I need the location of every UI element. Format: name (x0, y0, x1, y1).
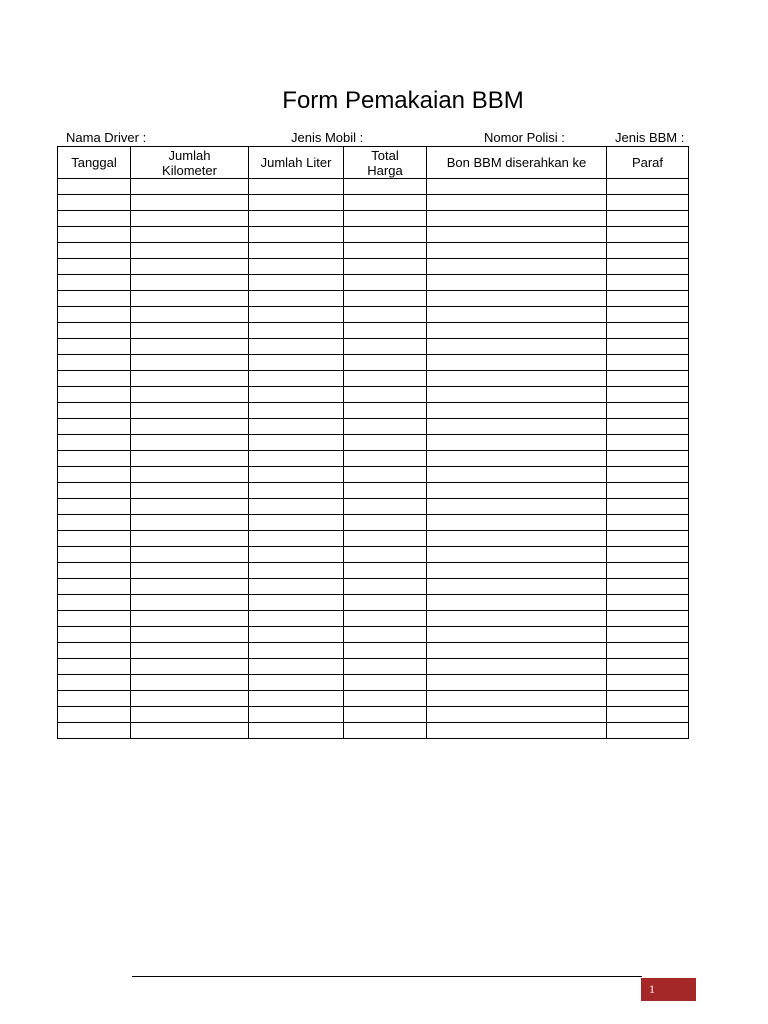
cell-jumlah-liter (249, 291, 344, 307)
cell-bon-bbm (427, 259, 607, 275)
cell-jumlah-kilometer (131, 595, 249, 611)
cell-paraf (607, 339, 689, 355)
cell-paraf (607, 723, 689, 739)
cell-total-harga (344, 579, 427, 595)
cell-jumlah-kilometer (131, 291, 249, 307)
table-row (58, 435, 689, 451)
page-number-badge (641, 978, 696, 1001)
table-row (58, 403, 689, 419)
cell-jumlah-liter (249, 371, 344, 387)
cell-jumlah-liter (249, 211, 344, 227)
cell-bon-bbm (427, 211, 607, 227)
cell-jumlah-kilometer (131, 723, 249, 739)
cell-jumlah-liter (249, 259, 344, 275)
cell-paraf (607, 259, 689, 275)
cell-bon-bbm (427, 307, 607, 323)
cell-total-harga (344, 243, 427, 259)
header-total-harga: Total Harga (344, 147, 427, 179)
table-row (58, 275, 689, 291)
cell-total-harga (344, 627, 427, 643)
cell-tanggal (58, 259, 131, 275)
cell-bon-bbm (427, 195, 607, 211)
cell-jumlah-liter (249, 547, 344, 563)
table-row (58, 179, 689, 195)
cell-tanggal (58, 483, 131, 499)
cell-total-harga (344, 467, 427, 483)
cell-jumlah-liter (249, 339, 344, 355)
cell-total-harga (344, 723, 427, 739)
cell-bon-bbm (427, 595, 607, 611)
cell-paraf (607, 483, 689, 499)
table-row (58, 707, 689, 723)
cell-total-harga (344, 419, 427, 435)
cell-tanggal (58, 307, 131, 323)
cell-total-harga (344, 563, 427, 579)
table-row (58, 595, 689, 611)
cell-jumlah-kilometer (131, 403, 249, 419)
cell-bon-bbm (427, 291, 607, 307)
cell-jumlah-liter (249, 531, 344, 547)
cell-total-harga (344, 691, 427, 707)
cell-bon-bbm (427, 611, 607, 627)
cell-bon-bbm (427, 707, 607, 723)
cell-tanggal (58, 515, 131, 531)
cell-bon-bbm (427, 691, 607, 707)
fuel-type-label: Jenis BBM : (615, 130, 685, 145)
cell-jumlah-liter (249, 243, 344, 259)
cell-total-harga (344, 275, 427, 291)
cell-jumlah-kilometer (131, 691, 249, 707)
cell-tanggal (58, 611, 131, 627)
cell-tanggal (58, 707, 131, 723)
cell-paraf (607, 323, 689, 339)
cell-jumlah-liter (249, 275, 344, 291)
cell-tanggal (58, 339, 131, 355)
table-row (58, 627, 689, 643)
cell-tanggal (58, 387, 131, 403)
cell-total-harga (344, 211, 427, 227)
cell-jumlah-liter (249, 611, 344, 627)
cell-total-harga (344, 307, 427, 323)
cell-tanggal (58, 627, 131, 643)
page-title: Form Pemakaian BBM (282, 87, 524, 114)
cell-tanggal (58, 435, 131, 451)
cell-tanggal (58, 675, 131, 691)
cell-jumlah-kilometer (131, 563, 249, 579)
cell-jumlah-kilometer (131, 643, 249, 659)
cell-paraf (607, 435, 689, 451)
table-row (58, 451, 689, 467)
table-row (58, 211, 689, 227)
table-row (58, 499, 689, 515)
cell-tanggal (58, 563, 131, 579)
cell-jumlah-kilometer (131, 211, 249, 227)
cell-total-harga (344, 371, 427, 387)
cell-jumlah-kilometer (131, 579, 249, 595)
cell-total-harga (344, 227, 427, 243)
cell-bon-bbm (427, 531, 607, 547)
cell-paraf (607, 355, 689, 371)
cell-jumlah-kilometer (131, 547, 249, 563)
cell-jumlah-kilometer (131, 499, 249, 515)
cell-jumlah-liter (249, 515, 344, 531)
cell-paraf (607, 195, 689, 211)
cell-total-harga (344, 195, 427, 211)
cell-tanggal (58, 451, 131, 467)
table-row (58, 419, 689, 435)
cell-jumlah-kilometer (131, 387, 249, 403)
cell-paraf (607, 387, 689, 403)
cell-total-harga (344, 515, 427, 531)
table-row (58, 723, 689, 739)
cell-jumlah-kilometer (131, 179, 249, 195)
table-row (58, 563, 689, 579)
cell-jumlah-liter (249, 499, 344, 515)
cell-paraf (607, 563, 689, 579)
cell-bon-bbm (427, 563, 607, 579)
cell-bon-bbm (427, 675, 607, 691)
cell-total-harga (344, 595, 427, 611)
cell-jumlah-kilometer (131, 227, 249, 243)
cell-paraf (607, 211, 689, 227)
cell-bon-bbm (427, 387, 607, 403)
cell-jumlah-kilometer (131, 515, 249, 531)
cell-paraf (607, 531, 689, 547)
cell-paraf (607, 499, 689, 515)
cell-jumlah-liter (249, 675, 344, 691)
cell-paraf (607, 403, 689, 419)
header-bon-bbm: Bon BBM diserahkan ke (427, 147, 607, 179)
table-row (58, 339, 689, 355)
cell-bon-bbm (427, 355, 607, 371)
cell-bon-bbm (427, 627, 607, 643)
cell-bon-bbm (427, 435, 607, 451)
cell-jumlah-kilometer (131, 195, 249, 211)
cell-jumlah-kilometer (131, 659, 249, 675)
cell-jumlah-liter (249, 387, 344, 403)
cell-jumlah-liter (249, 627, 344, 643)
cell-tanggal (58, 467, 131, 483)
table-row (58, 259, 689, 275)
table-row (58, 483, 689, 499)
cell-bon-bbm (427, 371, 607, 387)
cell-jumlah-kilometer (131, 531, 249, 547)
table-row (58, 531, 689, 547)
cell-bon-bbm (427, 643, 607, 659)
footer-divider (132, 976, 642, 977)
cell-total-harga (344, 611, 427, 627)
cell-jumlah-liter (249, 467, 344, 483)
cell-bon-bbm (427, 339, 607, 355)
table-row (58, 323, 689, 339)
header-tanggal: Tanggal (58, 147, 131, 179)
cell-jumlah-liter (249, 691, 344, 707)
cell-paraf (607, 627, 689, 643)
cell-tanggal (58, 291, 131, 307)
cell-jumlah-liter (249, 483, 344, 499)
cell-tanggal (58, 659, 131, 675)
table-row (58, 291, 689, 307)
table-row (58, 355, 689, 371)
cell-total-harga (344, 531, 427, 547)
cell-total-harga (344, 499, 427, 515)
cell-jumlah-liter (249, 195, 344, 211)
cell-total-harga (344, 707, 427, 723)
cell-total-harga (344, 339, 427, 355)
cell-tanggal (58, 371, 131, 387)
cell-total-harga (344, 179, 427, 195)
cell-bon-bbm (427, 275, 607, 291)
header-paraf: Paraf (607, 147, 689, 179)
cell-bon-bbm (427, 419, 607, 435)
cell-jumlah-liter (249, 435, 344, 451)
cell-paraf (607, 371, 689, 387)
table-row (58, 243, 689, 259)
cell-paraf (607, 611, 689, 627)
cell-bon-bbm (427, 403, 607, 419)
cell-paraf (607, 275, 689, 291)
cell-jumlah-kilometer (131, 451, 249, 467)
cell-jumlah-kilometer (131, 259, 249, 275)
header-jumlah-liter: Jumlah Liter (249, 147, 344, 179)
cell-paraf (607, 291, 689, 307)
cell-jumlah-kilometer (131, 243, 249, 259)
cell-tanggal (58, 403, 131, 419)
cell-tanggal (58, 355, 131, 371)
cell-bon-bbm (427, 723, 607, 739)
cell-tanggal (58, 499, 131, 515)
page-number: 1 (649, 982, 655, 996)
cell-total-harga (344, 387, 427, 403)
cell-paraf (607, 547, 689, 563)
cell-jumlah-liter (249, 643, 344, 659)
cell-tanggal (58, 243, 131, 259)
table-row (58, 659, 689, 675)
cell-paraf (607, 419, 689, 435)
cell-total-harga (344, 675, 427, 691)
cell-jumlah-liter (249, 179, 344, 195)
cell-jumlah-liter (249, 707, 344, 723)
cell-tanggal (58, 323, 131, 339)
cell-total-harga (344, 483, 427, 499)
table-row (58, 675, 689, 691)
table-row (58, 195, 689, 211)
table-row (58, 515, 689, 531)
cell-jumlah-kilometer (131, 707, 249, 723)
cell-tanggal (58, 179, 131, 195)
cell-tanggal (58, 211, 131, 227)
table-row (58, 611, 689, 627)
cell-jumlah-kilometer (131, 419, 249, 435)
cell-tanggal (58, 595, 131, 611)
cell-jumlah-liter (249, 403, 344, 419)
cell-bon-bbm (427, 499, 607, 515)
cell-jumlah-liter (249, 659, 344, 675)
cell-bon-bbm (427, 659, 607, 675)
cell-total-harga (344, 291, 427, 307)
table-header-row (58, 147, 689, 179)
cell-jumlah-kilometer (131, 483, 249, 499)
cell-jumlah-kilometer (131, 467, 249, 483)
table-row (58, 691, 689, 707)
table-row (58, 387, 689, 403)
cell-jumlah-liter (249, 419, 344, 435)
cell-jumlah-kilometer (131, 675, 249, 691)
cell-jumlah-liter (249, 307, 344, 323)
cell-jumlah-liter (249, 579, 344, 595)
header-jumlah-kilometer: Jumlah Kilometer (131, 147, 249, 179)
cell-total-harga (344, 403, 427, 419)
table-body (58, 179, 689, 739)
cell-bon-bbm (427, 547, 607, 563)
cell-tanggal (58, 531, 131, 547)
cell-jumlah-kilometer (131, 371, 249, 387)
cell-paraf (607, 579, 689, 595)
cell-total-harga (344, 643, 427, 659)
cell-tanggal (58, 419, 131, 435)
cell-jumlah-liter (249, 723, 344, 739)
cell-tanggal (58, 195, 131, 211)
cell-total-harga (344, 451, 427, 467)
cell-paraf (607, 467, 689, 483)
table-row (58, 227, 689, 243)
cell-tanggal (58, 275, 131, 291)
cell-jumlah-kilometer (131, 627, 249, 643)
cell-total-harga (344, 435, 427, 451)
plate-number-label: Nomor Polisi : (484, 130, 565, 145)
cell-jumlah-liter (249, 227, 344, 243)
cell-paraf (607, 659, 689, 675)
cell-bon-bbm (427, 227, 607, 243)
cell-paraf (607, 451, 689, 467)
cell-jumlah-kilometer (131, 611, 249, 627)
cell-tanggal (58, 227, 131, 243)
cell-total-harga (344, 323, 427, 339)
cell-jumlah-kilometer (131, 275, 249, 291)
cell-jumlah-kilometer (131, 307, 249, 323)
cell-bon-bbm (427, 515, 607, 531)
table-row (58, 547, 689, 563)
cell-paraf (607, 243, 689, 259)
cell-jumlah-kilometer (131, 339, 249, 355)
table-row (58, 467, 689, 483)
cell-jumlah-kilometer (131, 323, 249, 339)
cell-paraf (607, 515, 689, 531)
driver-name-label: Nama Driver : (66, 130, 147, 145)
cell-jumlah-kilometer (131, 355, 249, 371)
cell-paraf (607, 595, 689, 611)
table-row (58, 371, 689, 387)
cell-paraf (607, 675, 689, 691)
cell-bon-bbm (427, 451, 607, 467)
cell-total-harga (344, 259, 427, 275)
cell-jumlah-liter (249, 563, 344, 579)
cell-paraf (607, 707, 689, 723)
cell-total-harga (344, 659, 427, 675)
cell-jumlah-liter (249, 451, 344, 467)
cell-paraf (607, 179, 689, 195)
cell-tanggal (58, 547, 131, 563)
cell-tanggal (58, 579, 131, 595)
cell-paraf (607, 643, 689, 659)
cell-tanggal (58, 723, 131, 739)
cell-tanggal (58, 643, 131, 659)
cell-paraf (607, 307, 689, 323)
cell-bon-bbm (427, 579, 607, 595)
cell-bon-bbm (427, 323, 607, 339)
cell-total-harga (344, 547, 427, 563)
cell-jumlah-liter (249, 323, 344, 339)
car-type-label: Jenis Mobil : (291, 130, 364, 145)
cell-bon-bbm (427, 243, 607, 259)
cell-tanggal (58, 691, 131, 707)
cell-bon-bbm (427, 467, 607, 483)
cell-paraf (607, 227, 689, 243)
cell-jumlah-kilometer (131, 435, 249, 451)
cell-bon-bbm (427, 179, 607, 195)
fuel-usage-table (57, 146, 689, 739)
table-row (58, 307, 689, 323)
table-row (58, 579, 689, 595)
cell-paraf (607, 691, 689, 707)
cell-bon-bbm (427, 483, 607, 499)
cell-jumlah-liter (249, 355, 344, 371)
table-row (58, 643, 689, 659)
cell-jumlah-liter (249, 595, 344, 611)
cell-total-harga (344, 355, 427, 371)
